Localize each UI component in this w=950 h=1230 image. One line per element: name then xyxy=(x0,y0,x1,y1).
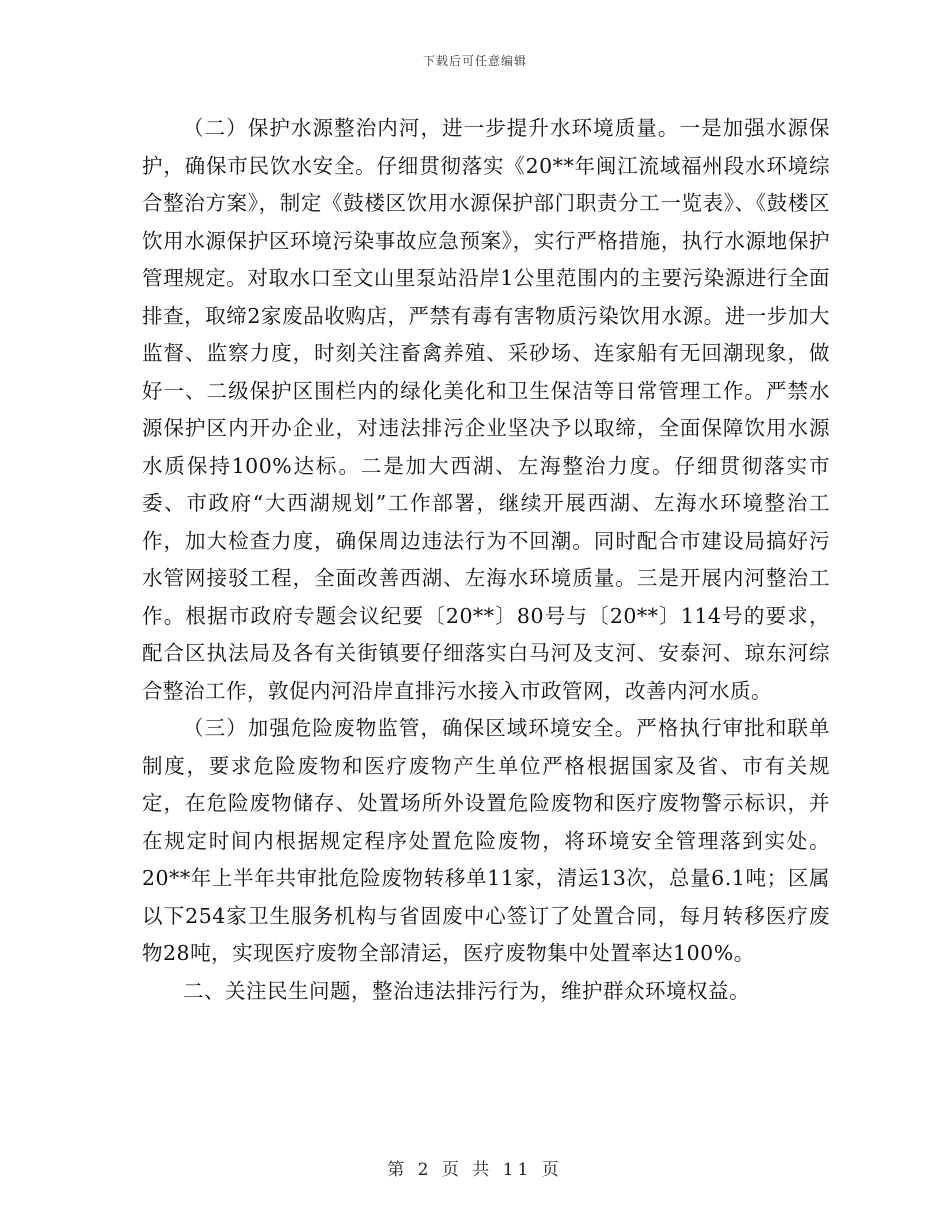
page-number-footer: 第 2 页 共 11 页 xyxy=(387,1160,563,1180)
paragraph-section-two-heading: 二、关注民生问题，整治违法排污行为，维护群众环境权益。 xyxy=(183,978,750,1003)
paragraph-hazardous-waste: （三）加强危险废物监管，确保区域环境安全。严格执行审批和联单制度，要求危险废物和医疗废物产生单位严格根据国家及省、市有关规定，在危险废物储存、处置场所外设置危险废物和医疗废物警示标识，并在规定时间内根据规定程序处置危险废物，将环境安全管理落到实处。20**年上半年共审批危险废物转移单11家，清运13次，总量6.1吨；区属以下254家卫生服务机构与省固废中心签订了处置合同，每月转移医疗废物28吨，实现医疗废物全部清运，医疗废物集中处置率达100%。 xyxy=(142,716,830,965)
page-header-note: 下载后可任意编辑 xyxy=(422,54,527,68)
paragraph-water-protection: （二）保护水源整治内河，进一步提升水环境质量。一是加强水源保护，确保市民饮水安全。仔细贯彻落实《20**年闽江流域福州段水环境综合整治方案》，制定《鼓楼区饮用水源保护部门职责分工一览表》、《鼓楼区饮用水源保护区环境污染事故应急预案》，实行严格措施，执行水源地保护管理规定。对取水口至文山里泵站沿岸1公里范围内的主要污染源进行全面排查，取缔2家废品收购店，严禁有毒有害物质污染饮用水源。进一步加大监督、监察力度，时刻关注畜禽养殖、采砂场、连家船有无回潮现象，做好一、二级保护区围栏内的绿化美化和卫生保洁等日常管理工作。严禁水源保护区内开办企业，对违法排污企业坚决予以取缔，全面保障饮用水源水质保持100%达标。二是加大西湖、左海整治力度。仔细贯彻落实市委、市政府“大西湖规划”工作部署，继续开展西湖、左海水环境整治工作，加大检查力度，确保周边违法行为不回潮。同时配合市建设局搞好污水管网接驳工程，全面改善西湖、左海水环境质量。三是开展内河整治工作。根据市政府专题会议纪要〔20**〕80号与〔20**〕114号的要求，配合区执法局及各有关街镇要仔细落实白马河及支河、安泰河、琼东河综合整治工作，敦促内河沿岸直排污水接入市政管网，改善内河水质。 xyxy=(142,116,830,703)
document-body xyxy=(142,110,830,1010)
